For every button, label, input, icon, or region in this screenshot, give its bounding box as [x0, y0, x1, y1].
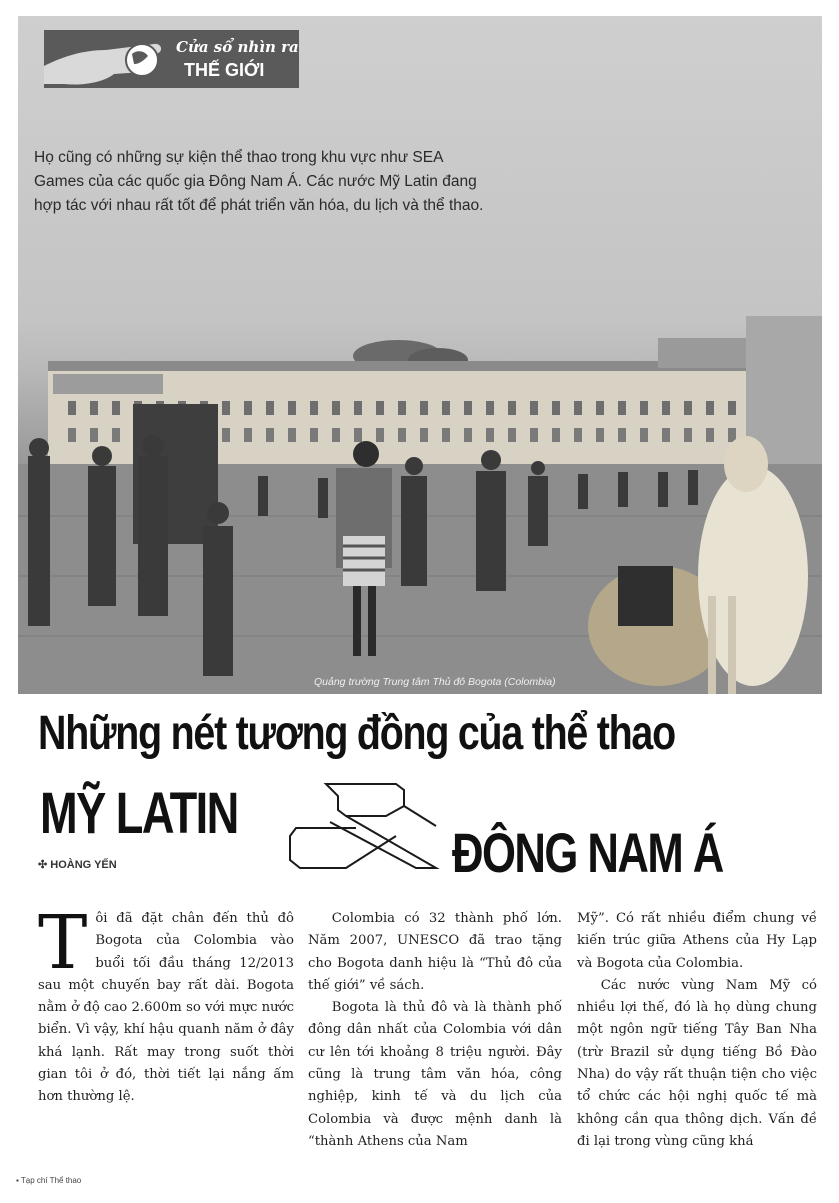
hand-globe-icon	[44, 30, 174, 88]
col3-paragraph-1: Mỹ”. Có rất nhiều điểm chung về kiến trúc giữa Athens của Hy Lạp và Bogota của Colombia.	[577, 911, 817, 971]
diamond-bullet-icon: ✣	[38, 859, 51, 871]
photo-caption: Quảng trường Trung tâm Thủ đô Bogota (Colombia)	[314, 676, 556, 688]
page-footer	[16, 1176, 81, 1185]
badge-line1: Cửa sổ nhìn ra	[176, 38, 299, 56]
headline-line1: Những nét tương đồng của thể thao	[38, 707, 675, 760]
col2-paragraph-1: Colombia có 32 thành phố lớn. Năm 2007, UNESCO đã trao tặng cho Bogota danh hiệu là “Thủ đô của thế giới” về sách.	[308, 911, 562, 993]
author-byline	[38, 858, 117, 871]
article-column-1	[38, 900, 294, 1109]
col2-paragraph-2: Bogota là thủ đô và là thành phố đông dân nhất của Colombia với dân cư lên tới khoảng 8 triệu người. Đây cũng là trung tâm văn hóa, công nghiệp, kinh tế và du lịch của Colombia và được mệnh danh là “thành Athens của Nam	[308, 1000, 562, 1149]
headline-latin: MỸ LATIN	[40, 781, 238, 846]
ampersand-graphic	[286, 776, 446, 876]
article-column-3	[577, 908, 817, 1153]
footer-number: ▪	[16, 1176, 21, 1185]
hero-photo	[18, 16, 822, 694]
article-column-2	[308, 908, 562, 1153]
badge-line2: THẾ GIỚI	[184, 60, 265, 80]
col3-paragraph-2: Các nước vùng Nam Mỹ có nhiều lợi thế, đó là họ dùng chung một ngôn ngữ tiếng Tây Ban Nha (trừ Brazil sử dụng tiếng Bồ Đào Nha) do vậy rất thuận tiện cho việc tổ chức các hội nghị quốc tế mà không cần qua thông dịch. Vấn đề đi lại trong vùng cũng khá	[577, 977, 817, 1149]
intro-text: Họ cũng có những sự kiện thể thao trong khu vực như SEA Games của các quốc gia Đông Nam Á. Các nước Mỹ Latin đang hợp tác với nhau rất tốt để phát triển văn hóa, du lịch và thể thao.	[34, 149, 484, 214]
plaza-illustration	[18, 16, 822, 694]
section-badge	[44, 30, 299, 88]
drop-cap: T	[38, 900, 88, 986]
headline-dong-nam-a: ĐÔNG NAM Á	[452, 821, 723, 884]
footer-publication: Tạp chí Thể thao	[20, 1176, 82, 1185]
col1-paragraph-1: ôi đã đặt chân đến thủ đô Bogota của Colombia vào buổi tối đầu tháng 12/2013 sau một chuyến bay rất dài. Bogota nằm ở độ cao 2.600m so với mực nước biển. Vì vậy, khí hậu quanh năm ở đây khá lạnh. Rất may trong suốt thời gian tôi ở đó, thời tiết lại nắng ấm hơn thường lệ.	[38, 911, 294, 1105]
author-name: HOÀNG YẾN	[50, 859, 117, 871]
